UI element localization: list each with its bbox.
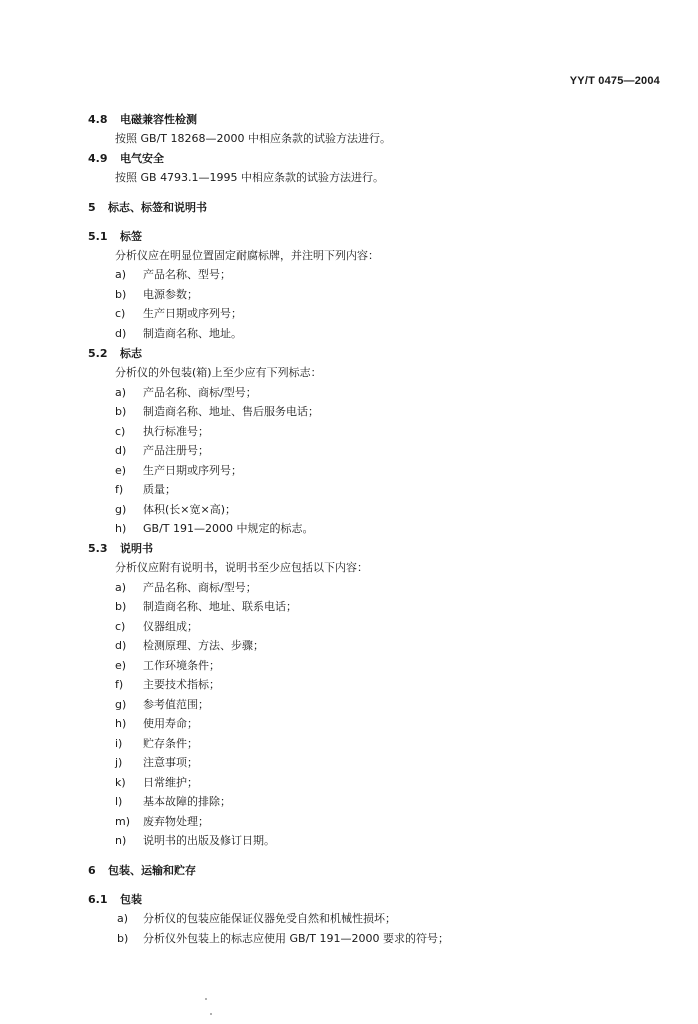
list-item: f) 质量； [115,483,176,496]
list-item: c) 生产日期或序列号； [115,307,242,320]
list-item: a) 产品名称、型号； [115,268,231,281]
list-item: m) 废弃物处理； [115,815,209,828]
section-heading: 5.2 标志 [88,347,142,360]
section-heading: 5.1 标签 [88,230,142,243]
list-item: d) 制造商名称、地址。 [115,327,242,340]
list-item: f) 主要技术指标； [115,678,220,691]
section-heading: 4.8 电磁兼容性检测 [88,113,197,126]
list-item: a) 产品名称、商标/型号； [115,581,257,594]
scan-speck [205,998,207,1000]
list-item: b) 制造商名称、地址、售后服务电话； [115,405,319,418]
section-heading: 4.9 电气安全 [88,152,164,165]
list-item: k) 日常维护； [115,776,198,789]
paragraph: 分析仪的外包装(箱)上至少应有下列标志： [115,366,322,379]
paragraph: 分析仪应在明显位置固定耐腐标牌，并注明下列内容： [115,249,379,262]
paragraph: 分析仪应附有说明书，说明书至少应包括以下内容： [115,561,368,574]
chapter-heading: 5 标志、标签和说明书 [88,201,207,214]
list-item: a) 分析仪的包装应能保证仪器免受自然和机械性损坏； [117,912,396,925]
list-item: a) 产品名称、商标/型号； [115,386,257,399]
list-item: h) 使用寿命； [115,717,198,730]
list-item: d) 产品注册号； [115,444,209,457]
chapter-heading: 6 包装、运输和贮存 [88,864,196,877]
list-item: b) 分析仪外包装上的标志应使用 GB/T 191—2000 要求的符号； [117,932,449,945]
list-item: c) 执行标准号； [115,425,209,438]
list-item: h) GB/T 191—2000 中规定的标志。 [115,522,314,535]
standard-number: YY/T 0475—2004 [569,75,660,87]
list-item: b) 电源参数； [115,288,198,301]
paragraph: 按照 GB 4793.1—1995 中相应条款的试验方法进行。 [115,171,385,184]
list-item: c) 仪器组成； [115,620,198,633]
list-item: b) 制造商名称、地址、联系电话； [115,600,297,613]
section-heading: 5.3 说明书 [88,542,153,555]
list-item: g) 参考值范围； [115,698,209,711]
list-item: e) 生产日期或序列号； [115,464,242,477]
list-item: e) 工作环境条件； [115,659,220,672]
list-item: n) 说明书的出版及修订日期。 [115,834,275,847]
list-item: i) 贮存条件； [115,737,198,750]
list-item: j) 注意事项； [115,756,198,769]
paragraph: 按照 GB/T 18268—2000 中相应条款的试验方法进行。 [115,132,391,145]
list-item: g) 体积(长×宽×高)； [115,503,237,516]
list-item: l) 基本故障的排除； [115,795,231,808]
scan-speck [210,1013,212,1015]
section-heading: 6.1 包装 [88,893,142,906]
list-item: d) 检测原理、方法、步骤； [115,639,264,652]
